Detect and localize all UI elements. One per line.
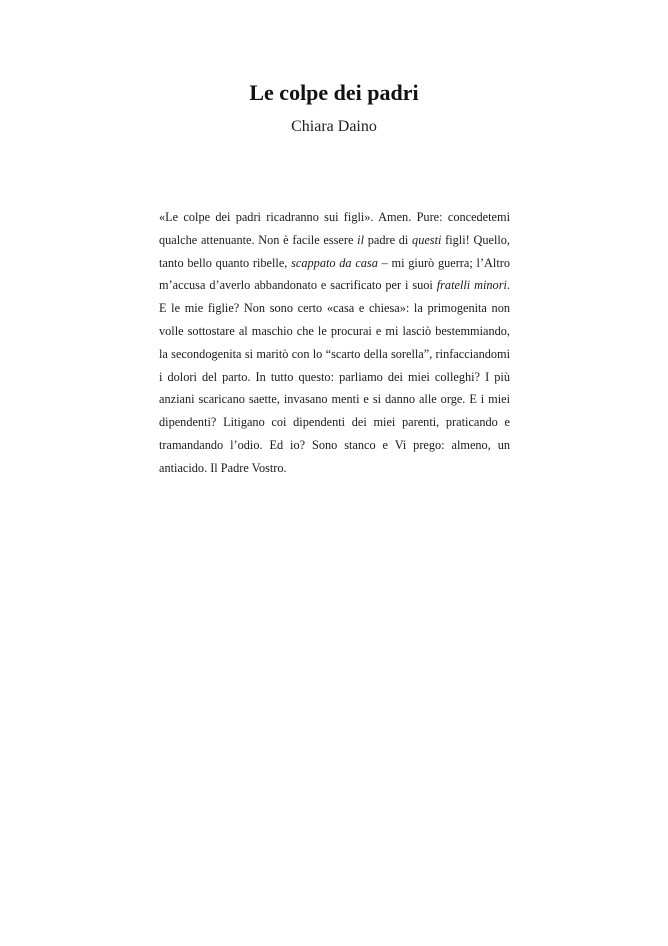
text-run: . E le mie figlie? Non sono certo «casa e chiesa»: la primogenita non volle sottostare al maschio che le procurai e mi lasciò bestemmiando, la secondogenita si maritò con lo “scarto della sorella”, rinfacciandomi i dolori del parto. In tutto questo: parliamo dei miei colleghi? I più anziani scaricano saette, invasano menti e si danno alle orge. E i miei dipendenti? Litigano coi dipendenti dei miei parenti, praticando e tramandando l’odio. Ed io? Sono stanco e Vi prego: almeno, un antiacido. Il Padre Vostro.: [159, 278, 510, 475]
text-run: – mi giurò guerra; l’Altro m’accusa d’averlo abbandonato e sacrificato per i suoi: [159, 255, 510, 293]
body-paragraph: [159, 206, 510, 480]
author-name: Chiara Daino: [291, 118, 377, 135]
text-run: figli! Quello, tanto bello quanto ribelle,: [159, 232, 510, 270]
italic-text-run: scappato da casa: [291, 255, 378, 270]
italic-text-run: fratelli minori: [436, 278, 507, 293]
document-title: Le colpe dei padri: [249, 80, 419, 105]
italic-text-run: il: [357, 232, 364, 247]
text-run: «Le colpe dei padri ricadranno sui figli». Amen. Pure: concedetemi qualche attenuante. Non è facile essere: [159, 210, 510, 247]
text-run: padre di: [364, 232, 413, 247]
italic-text-run: questi: [412, 232, 442, 247]
